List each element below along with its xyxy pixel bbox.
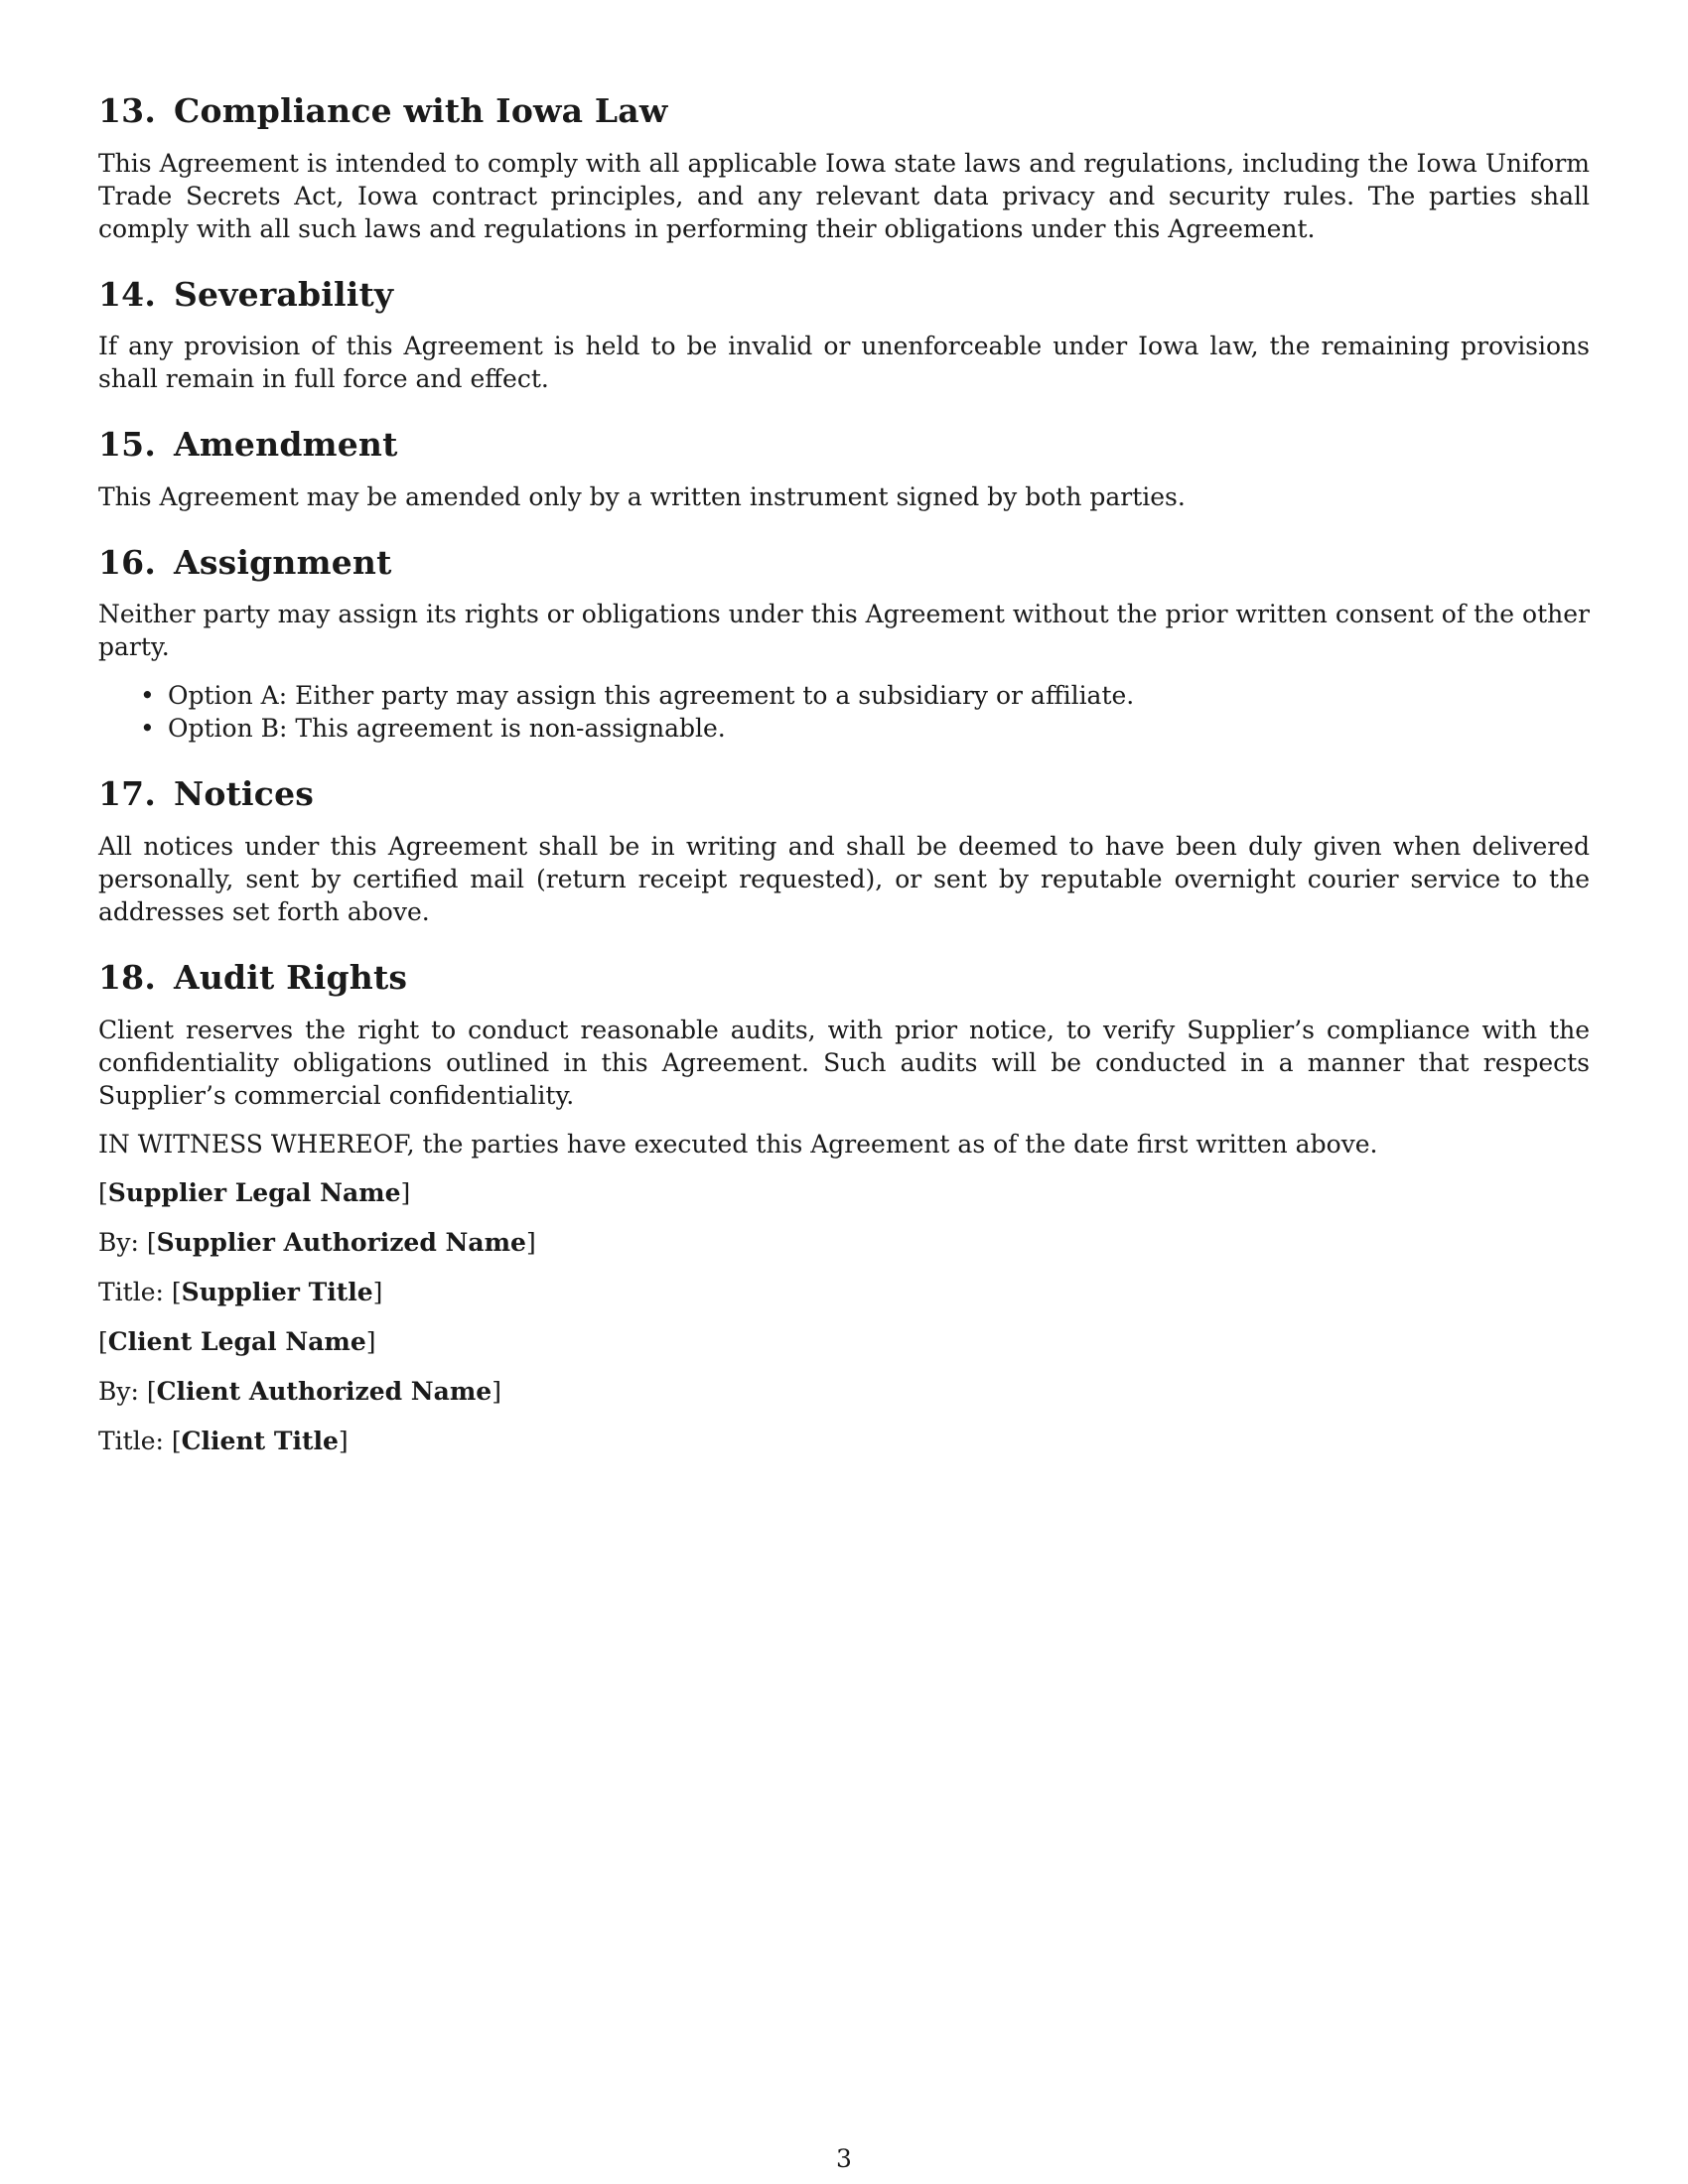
- bullet-icon: •: [140, 714, 155, 744]
- supplier-title-line: Title: [Supplier Title]: [98, 1277, 383, 1306]
- supplier-by-line: By: [Supplier Authorized Name]: [98, 1227, 536, 1257]
- section-heading: [98, 91, 1590, 131]
- signature-block: [98, 1176, 1590, 1457]
- section-number: 17.: [98, 774, 157, 814]
- supplier-legal-name: [Supplier Legal Name]: [98, 1177, 411, 1207]
- client-legal-name: [Client Legal Name]: [98, 1326, 376, 1356]
- section-number: 18.: [98, 957, 157, 997]
- document-page: [98, 91, 1590, 1474]
- section-paragraph: If any provision of this Agreement is held to be invalid or unenforceable under Iowa law, the remaining provisions shall remain in full force and effect.: [98, 332, 1590, 394]
- section-heading: [98, 425, 1590, 465]
- section-15: [98, 425, 1590, 513]
- section-heading: [98, 543, 1590, 583]
- section-paragraph: Client reserves the right to conduct reasonable audits, with prior notice, to verify Supplier’s compliance with the confidentiality obligations outlined in this Agreement. Such audits will be conducted in a manner that respects Supplier’s commercial confidentiality.: [98, 1015, 1590, 1110]
- section-title: Audit Rights: [174, 957, 408, 997]
- section-title: Amendment: [174, 425, 398, 465]
- supplier-legal-name-value: Supplier Legal Name: [107, 1177, 401, 1207]
- section-number: 13.: [98, 91, 157, 130]
- client-title: Client Title: [181, 1426, 339, 1455]
- section-heading: [98, 275, 1590, 315]
- section-18: [98, 958, 1590, 1112]
- witness-statement: IN WITNESS WHEREOF, the parties have executed this Agreement as of the date first written above.: [98, 1129, 1378, 1159]
- list-item: [98, 712, 1590, 745]
- supplier-authorized-name: Supplier Authorized Name: [156, 1227, 526, 1257]
- list-item-text: Option A: Either party may assign this agreement to a subsidiary or affiliate.: [168, 681, 1135, 711]
- section-paragraph: All notices under this Agreement shall be in writing and shall be deemed to have been duly given when delivered personally, sent by certified mail (return receipt requested), or sent by reputable overnight courier service to the addresses set forth above.: [98, 831, 1590, 926]
- client-legal-name-value: Client Legal Name: [107, 1326, 366, 1356]
- section-heading: [98, 958, 1590, 998]
- section-heading: [98, 774, 1590, 814]
- section-title: Compliance with Iowa Law: [174, 91, 668, 130]
- section-paragraph: This Agreement may be amended only by a written instrument signed by both parties.: [98, 481, 1186, 511]
- assignment-options-list: [98, 679, 1590, 745]
- section-title: Notices: [174, 774, 315, 814]
- section-paragraph: Neither party may assign its rights or obligations under this Agreement without the prior written consent of the other party.: [98, 600, 1590, 662]
- section-14: [98, 275, 1590, 396]
- title-label: Title:: [98, 1426, 164, 1455]
- section-paragraph: This Agreement is intended to comply with all applicable Iowa state laws and regulations, including the Iowa Uniform Trade Secrets Act, Iowa contract principles, and any relevant data privacy and security rules. The parties shall comply with all such laws and regulations in performing their obligations under this Agreement.: [98, 148, 1590, 243]
- section-number: 14.: [98, 274, 157, 314]
- client-authorized-name: Client Authorized Name: [156, 1376, 492, 1406]
- section-number: 16.: [98, 542, 157, 582]
- section-title: Severability: [174, 274, 394, 314]
- section-16: [98, 543, 1590, 746]
- title-label: Title:: [98, 1277, 164, 1306]
- list-item: [98, 679, 1590, 712]
- by-label: By:: [98, 1227, 139, 1257]
- client-by-line: By: [Client Authorized Name]: [98, 1376, 501, 1406]
- section-13: [98, 91, 1590, 245]
- page-number: 3: [836, 2144, 852, 2173]
- supplier-title: Supplier Title: [181, 1277, 373, 1306]
- by-label: By:: [98, 1376, 139, 1406]
- section-title: Assignment: [174, 542, 392, 582]
- client-title-line: Title: [Client Title]: [98, 1426, 349, 1455]
- list-item-text: Option B: This agreement is non-assignable.: [168, 714, 726, 744]
- section-17: [98, 774, 1590, 928]
- bullet-icon: •: [140, 681, 155, 711]
- section-number: 15.: [98, 425, 157, 465]
